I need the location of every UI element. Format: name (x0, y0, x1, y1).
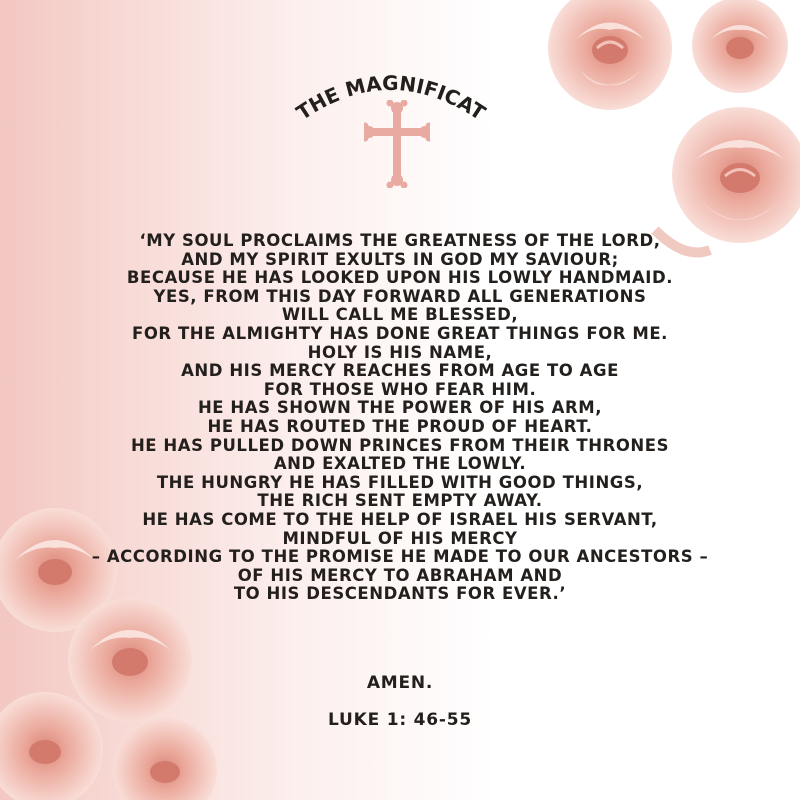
verse-line: OF HIS MERCY TO ABRAHAM AND (237, 565, 563, 585)
verse-line: TO HIS DESCENDANTS FOR EVER.’ (233, 584, 567, 604)
verse-line: – ACCORDING TO THE PROMISE HE MADE TO OUR ANCESTORS – (91, 547, 709, 567)
verse-line: BECAUSE HE HAS LOOKED UPON HIS LOWLY HANDMAID. (126, 268, 674, 288)
verse-line: THE RICH SENT EMPTY AWAY. (257, 491, 543, 511)
verse-line: AND EXALTED THE LOWLY. (273, 454, 527, 474)
verse-line: THE HUNGRY HE HAS FILLED WITH GOOD THINGS, (156, 472, 644, 492)
rose-middle (68, 598, 192, 722)
verse-line: AND HIS MERCY REACHES FROM AGE TO AGE (181, 361, 619, 381)
verse-line: HE HAS SHOWN THE POWER OF HIS ARM, (197, 398, 603, 418)
verse-line: HE HAS ROUTED THE PROUD OF HEART. (207, 416, 593, 436)
verse-line: MINDFUL OF HIS MERCY (282, 528, 518, 548)
verse-line: ‘MY SOUL PROCLAIMS THE GREATNESS OF THE LORD, (139, 231, 661, 250)
rose-lower (672, 107, 800, 243)
verse-text (30, 232, 770, 604)
verse-line: HE HAS COME TO THE HELP OF ISRAEL HIS SERVANT, (142, 509, 658, 529)
rose-small (692, 0, 788, 93)
rose-large (548, 0, 672, 110)
svg-text:THE MAGNIFICAT: THE MAGNIFICAT (291, 70, 490, 125)
verse-line: YES, FROM THIS DAY FORWARD ALL GENERATIONS (153, 286, 647, 306)
verse-line: HOLY IS HIS NAME, (307, 342, 493, 362)
closing-amen: AMEN. (366, 673, 434, 693)
scripture-reference: LUKE 1: 46-55 (327, 710, 473, 730)
verse-line: HE HAS PULLED DOWN PRINCES FROM THEIR THRONES (130, 435, 670, 455)
verse-line: AND MY SPIRIT EXULTS IN GOD MY SAVIOUR; (181, 249, 619, 269)
budded-cross-icon (364, 100, 430, 188)
verse-line: WILL CALL ME BLESSED, (281, 305, 519, 325)
verse-line: FOR THOSE WHO FEAR HIM. (263, 379, 537, 399)
verse-line: FOR THE ALMIGHTY HAS DONE GREAT THINGS FOR ME. (132, 323, 668, 343)
